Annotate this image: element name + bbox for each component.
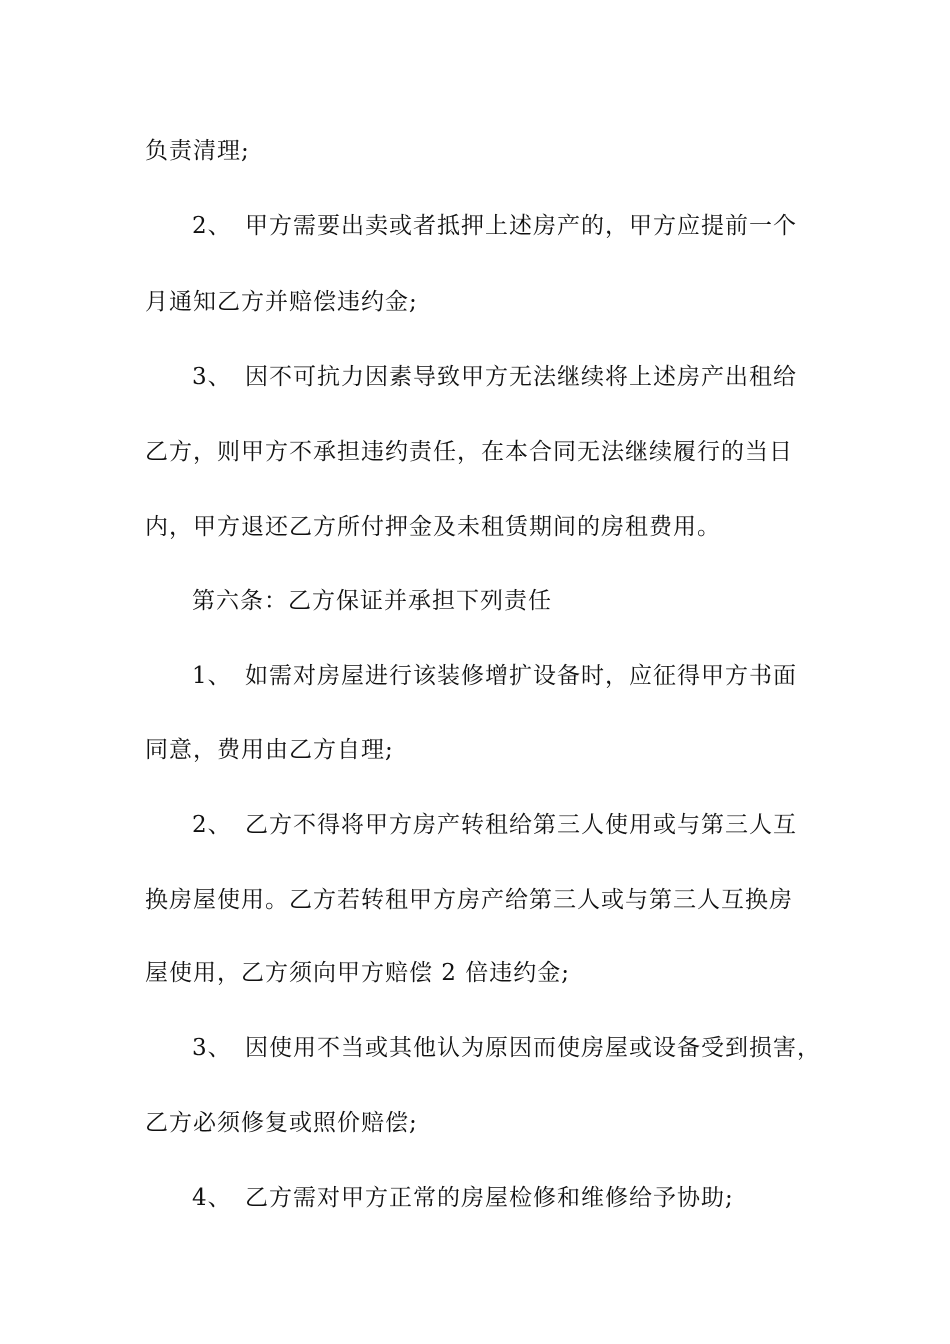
- item-text: 因使用不当或其他认为原因而使房屋或设备受到损害，: [245, 1035, 821, 1061]
- line-text: 月通知乙方并赔偿违约金;: [145, 289, 418, 315]
- line-text: 乙方，则甲方不承担违约责任，在本合同无法继续履行的当日: [145, 439, 793, 465]
- line-text: 内，甲方退还乙方所付押金及未租赁期间的房租费用。: [145, 514, 721, 540]
- text-line: [145, 287, 418, 317]
- list-item: [145, 1033, 821, 1063]
- text-line: [145, 735, 394, 765]
- line-text: 负责清理;: [145, 138, 250, 164]
- text-line: [145, 437, 793, 467]
- item-number: 3、: [192, 1035, 232, 1061]
- text-line: [145, 136, 250, 166]
- item-number: 2、: [192, 213, 232, 239]
- item-text: 乙方不得将甲方房产转租给第三人使用或与第三人互: [245, 812, 797, 838]
- line-text: 同意，费用由乙方自理;: [145, 737, 394, 763]
- line-text: 换房屋使用。乙方若转租甲方房产给第三人或与第三人互换房: [145, 887, 793, 913]
- list-item: [145, 661, 797, 691]
- line-text: 乙方必须修复或照价赔偿;: [145, 1110, 418, 1136]
- item-text: 因不可抗力因素导致甲方无法继续将上述房产出租给: [245, 364, 797, 390]
- text-line: [145, 958, 570, 988]
- line-text: 屋使用，乙方须向甲方赔偿 2 倍违约金;: [145, 960, 571, 986]
- item-number: 4、: [192, 1185, 232, 1211]
- item-text: 甲方需要出卖或者抵押上述房产的，甲方应提前一个: [245, 213, 797, 239]
- list-item: [145, 362, 797, 392]
- item-text: 乙方需对甲方正常的房屋检修和维修给予协助;: [245, 1185, 734, 1211]
- list-item: [145, 1183, 734, 1213]
- text-line: [145, 885, 793, 915]
- item-text: 如需对房屋进行该装修增扩设备时，应征得甲方书面: [245, 663, 797, 689]
- list-item: [145, 211, 797, 241]
- text-line: [145, 512, 721, 542]
- section-heading: [192, 586, 552, 616]
- text-line: [145, 1108, 418, 1138]
- item-number: 2、: [192, 812, 232, 838]
- item-number: 3、: [192, 364, 232, 390]
- heading-text: 第六条：乙方保证并承担下列责任: [192, 588, 552, 614]
- item-number: 1、: [192, 663, 232, 689]
- list-item: [145, 810, 797, 840]
